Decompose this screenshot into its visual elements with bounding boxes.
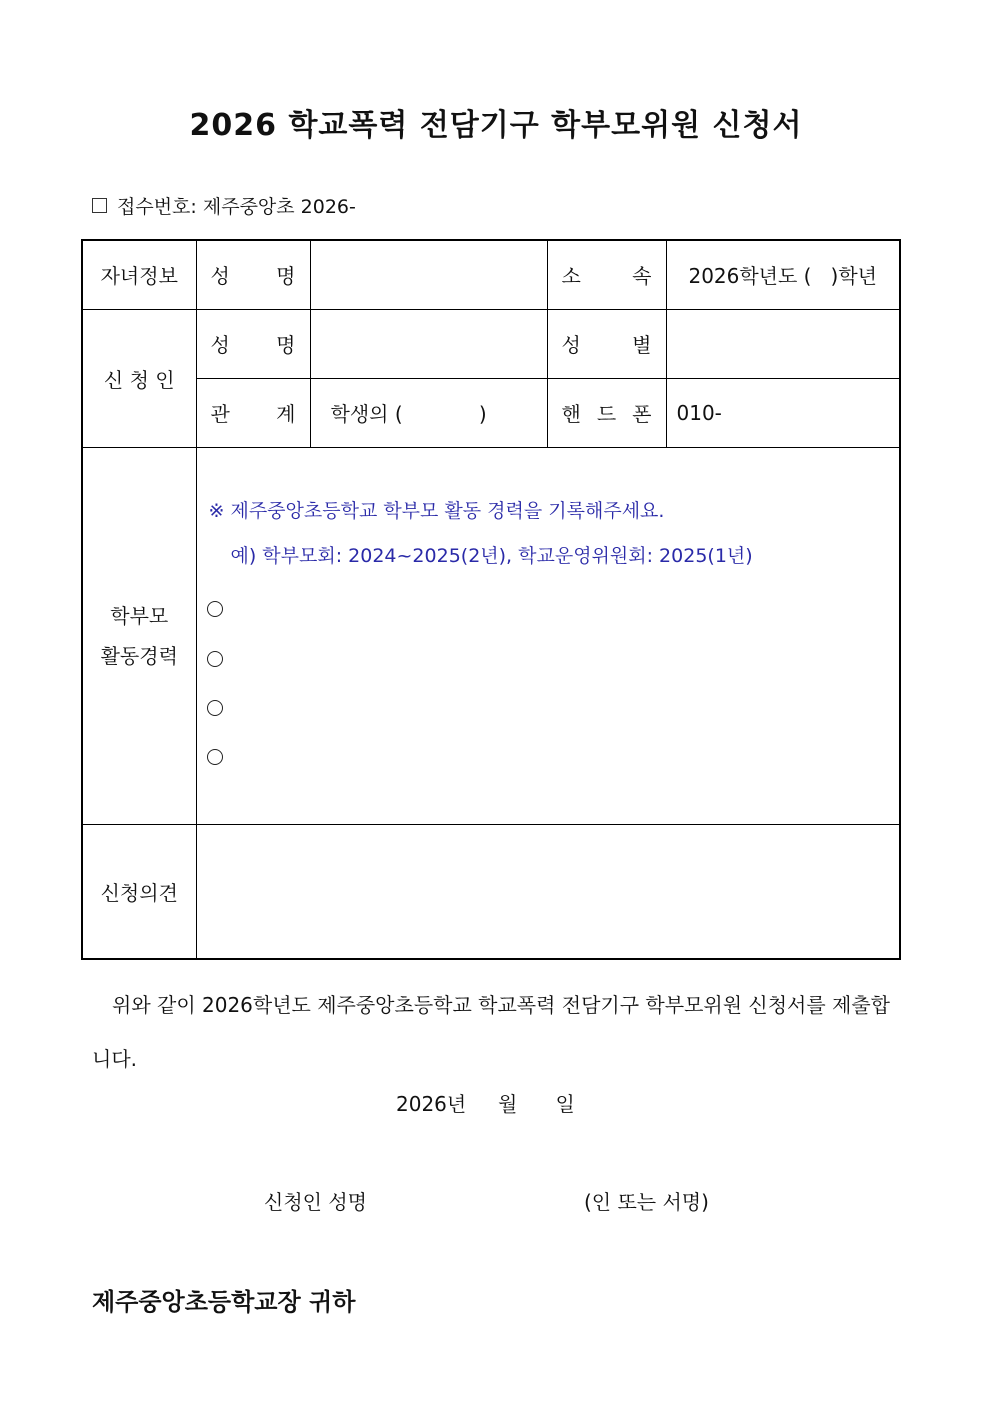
- activity-header: 학부모 활동경력: [82, 447, 196, 824]
- affiliation-label: 소 속: [547, 240, 666, 309]
- phone-label: 핸 드 폰: [547, 378, 666, 447]
- declaration-text: 위와 같이 2026학년도 제주중앙초등학교 학교폭력 전담기구 학부모위원 신청서를 제출합니다.: [92, 993, 890, 1071]
- bullet-circle-icon: [207, 749, 223, 765]
- bullet-circle-icon: [207, 700, 223, 716]
- gender-label: 성 별: [547, 309, 666, 378]
- receipt-number: [92, 192, 356, 219]
- opinion-header: 신청의견: [82, 824, 196, 959]
- applicant-relation-row: [82, 378, 900, 447]
- gender-field[interactable]: [666, 309, 900, 378]
- activity-row: [82, 447, 900, 824]
- signature-note[interactable]: (인 또는 서명): [584, 1190, 709, 1214]
- relation-field[interactable]: 학생의 ( ): [310, 378, 547, 447]
- child-info-header: 자녀정보: [82, 240, 196, 309]
- document-title: 2026 학교폭력 전담기구 학부모위원 신청서: [189, 108, 803, 143]
- child-name-field[interactable]: [310, 240, 547, 309]
- receipt-number-text: 접수번호: 제주중앙초 2026-: [117, 196, 356, 218]
- activity-guide-text: ※ 제주중앙초등학교 학부모 활동 경력을 기록해주세요.: [208, 499, 665, 522]
- checkbox-icon[interactable]: [92, 198, 107, 213]
- applicant-header: 신 청 인: [82, 309, 196, 447]
- submission-date: 2026년 월 일: [396, 1092, 575, 1116]
- application-form-table: [81, 239, 901, 960]
- applicant-name-row: [82, 309, 900, 378]
- applicant-name-field[interactable]: [310, 309, 547, 378]
- signature-label: 신청인 성명: [264, 1190, 367, 1214]
- applicant-name-label: 성 명: [196, 309, 310, 378]
- activity-field[interactable]: [196, 447, 900, 824]
- child-info-row: [82, 240, 900, 309]
- opinion-field[interactable]: [196, 824, 900, 959]
- activity-example-text: 예) 학부모회: 2024~2025(2년), 학교운영위원회: 2025(1년): [230, 544, 753, 567]
- bullet-circle-icon: [207, 651, 223, 667]
- child-name-label: 성 명: [196, 240, 310, 309]
- affiliation-field[interactable]: 2026학년도 ( )학년: [666, 240, 900, 309]
- phone-field[interactable]: 010-: [666, 378, 900, 447]
- relation-label: 관 계: [196, 378, 310, 447]
- addressee: 제주중앙초등학교장 귀하: [92, 1288, 356, 1316]
- opinion-row: [82, 824, 900, 959]
- bullet-circle-icon: [207, 601, 223, 617]
